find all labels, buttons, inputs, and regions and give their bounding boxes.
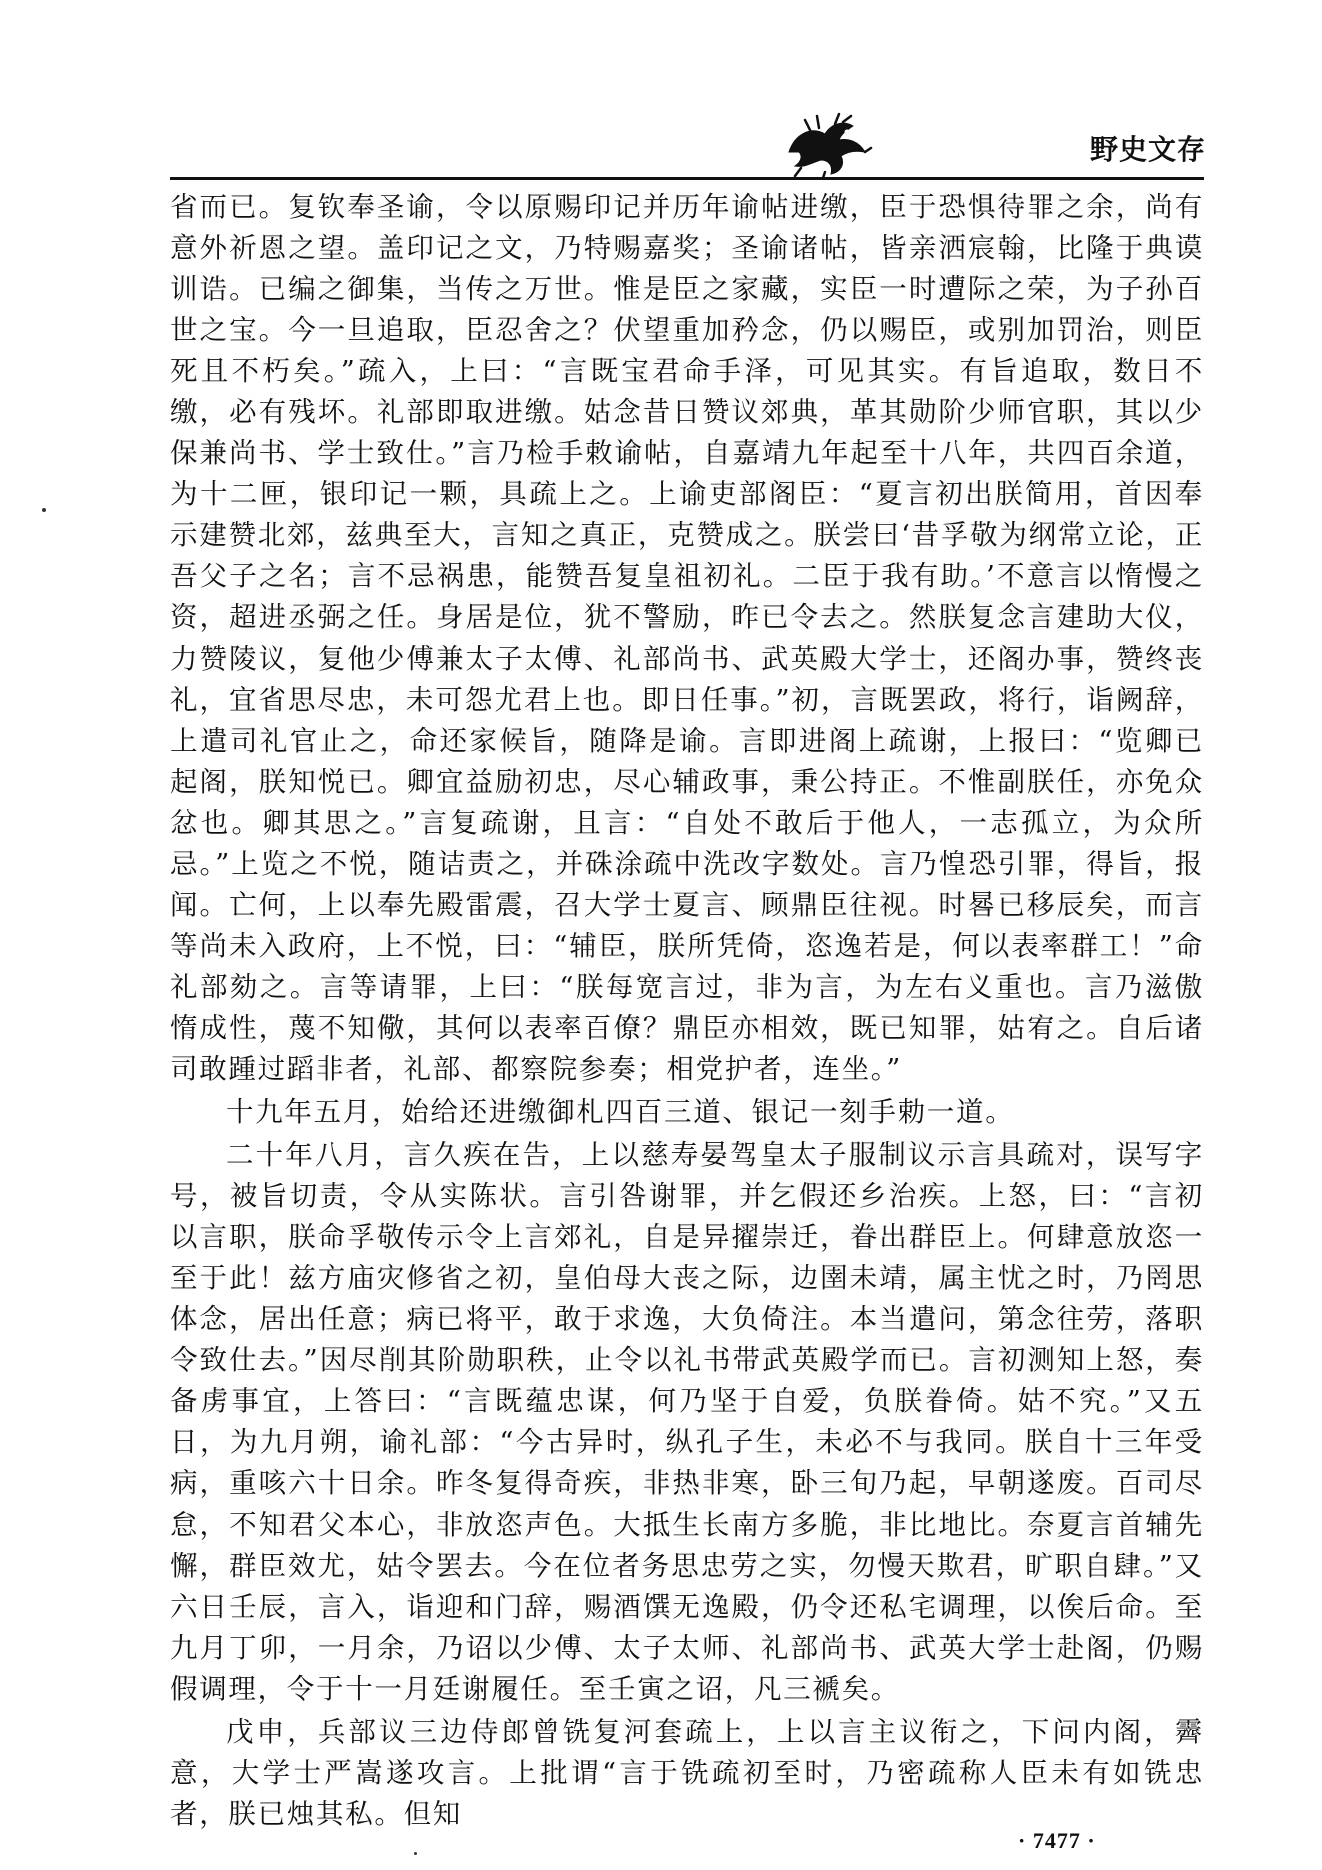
scan-speck <box>42 508 46 512</box>
paragraph: 省而已。复钦奉圣谕，令以原赐印记并历年谕帖进缴，臣于恐惧待罪之余，尚有意外祈恩之望。盖印记之文，乃特赐嘉奖；圣谕诸帖，皆亲洒宸翰，比隆于典谟训诰。已编之御集，当传之万世。惟是臣之家藏，实臣一时遭际之荣，为子孙百世之宝。今一旦追取，臣忍舍之？伏望重加矜念，仍以赐臣，或别加罚治，则臣死且不朽矣。”疏入，上曰：“言既宝君命手泽，可见其实。有旨追取，数日不缴，必有残坏。礼部即取进缴。姑念昔日赞议郊典，革其勋阶少师官职，其以少保兼尚书、学士致仕。”言乃检手敕谕帖，自嘉靖九年起至十八年，共四百余道，为十二匣，银印记一颗，具疏上之。上谕吏部阁臣：“夏言初出朕简用，首因奉示建赞北郊，兹典至大，言知之真正，克赞成之。朕尝曰‘昔孚敬为纲常立论，正吾父子之名；言不忌祸患，能赞吾复皇祖初礼。二臣于我有助。’不意言以惰慢之资，超进丞弼之任。身居是位，犹不警励，昨已令去之。然朕复念言建助大仪，力赞陵议，复他少傅兼太子太傅、礼部尚书、武英殿大学士，还阁办事，赞终丧礼，宜省思尽忠，未可怨尤君上也。即日任事。”初，言既罢政，将行，诣阙辞，上遣司礼官止之，命还家候旨，随降是谕。言即进阁上疏谢，上报曰：“览卿已起阁，朕知悦已。卿宜益励初忠，尽心辅政事，秉公持正。不惟副朕任，亦免众忿也。卿其思之。”言复疏谢，且言：“自处不敢后于他人，一志孤立，为众所忌。”上览之不悦，随诘责之，并硃涂疏中洗改字数处。言乃惶恐引罪，得旨，报闻。亡何，上以奉先殿雷震，召大学士夏言、顾鼎臣往视。时晷已移辰矣，而言等尚未入政府，上不悦，曰：“辅臣，朕所凭倚，恣逸若是，何以表率群工！”命礼部劾之。言等请罪，上曰：“朕每宽言过，非为言，为左右义重也。言乃滋傲惰成性，蔑不知儆，其何以表率百僚？鼎臣亦相效，既已知罪，姑宥之。自后诸司敢踵过蹈非者，礼部、都察院参奏；相党护者，连坐。” <box>170 191 1204 1085</box>
paragraph: 戊申，兵部议三边侍郎曾铣复河套疏上，上以言主议衔之，下问内阁，霽意，大学士严嵩遂攻言。上批谓“言于铣疏初至时，乃密疏称人臣未有如铣忠者，朕已烛其私。但知 <box>170 1715 1204 1830</box>
book-series-title: 野史文存 <box>1090 133 1207 166</box>
header-divider <box>170 177 1204 180</box>
body-text <box>170 187 1204 1835</box>
dragon-emblem-icon <box>781 112 873 178</box>
scan-speck <box>414 1852 417 1855</box>
paragraph: 二十年八月，言久疾在告，上以慈寿晏驾皇太子服制议示言具疏对，误写字号，被旨切责，令从实陈状。言引咎谢罪，并乞假还乡治疾。上怒，曰：“言初以言职，朕命孚敬传示令上言郊礼，自是异擢崇迁，眷出群臣上。何肆意放恣一至于此！兹方庙灾修省之初，皇伯母大丧之际，边圉未靖，属主忧之时，乃罔思体念，居出任意；病已将平，敢于求逸，大负倚注。本当遣问，第念往劳，落职令致仕去。”因尽削其阶勋职秩，止令以礼书带武英殿学而已。言初测知上怒，奏备虏事宜，上答曰：“言既蕴忠谋，何乃坚于自爱，负朕眷倚。姑不究。”又五日，为九月朔，谕礼部：“今古异时，纵孔子生，未必不与我同。朕自十三年受病，重咳六十日余。昨冬复得奇疾，非热非寒，卧三旬乃起，早朝遂废。百司尽怠，不知君父本心，非放恣声色。大抵生长南方多脆，非比地比。奈夏言首辅先懈，群臣效尤，姑令罢去。今在位者务思忠劳之实，勿慢天欺君，旷职自肆。”又六日壬辰，言入，诣迎和门辞，赐酒馔无逸殿，仍令还私宅调理，以俟后命。至九月丁卯，一月余，乃诏以少傅、太子太师、礼部尚书、武英大学士赴阁，仍赐假调理，令于十一月廷谢履任。至壬寅之诏，凡三褫矣。 <box>170 1139 1204 1705</box>
paragraph: 十九年五月，始给还进缴御札四百三道、银记一刻手勅一道。 <box>226 1096 1015 1129</box>
page-number: · 7477 · <box>1018 1828 1096 1853</box>
